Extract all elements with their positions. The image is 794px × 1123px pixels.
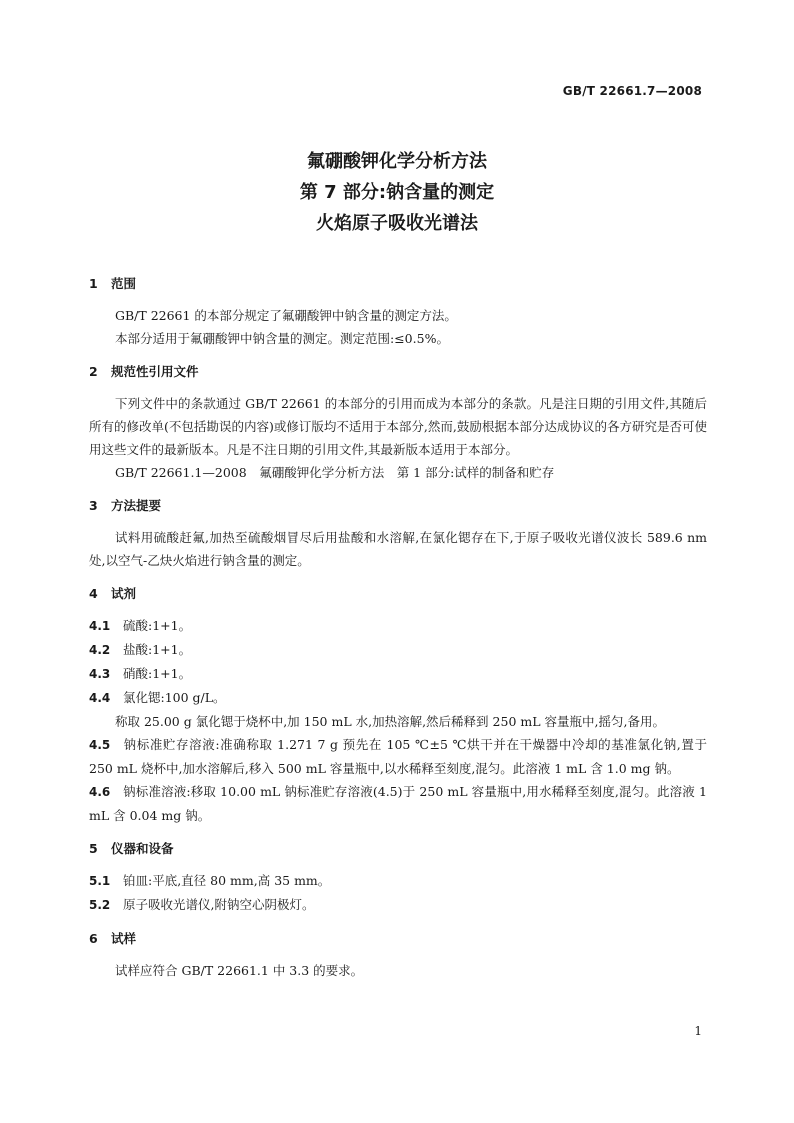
list-item: 4.2 盐酸:1+1。 xyxy=(89,642,192,657)
standard-code: GB/T 22661.7—2008 xyxy=(562,84,702,98)
list-item: 4.3 硝酸:1+1。 xyxy=(89,666,192,681)
paragraph: 下列文件中的条款通过 GB/T 22661 的本部分的引用而成为本部分的条款。凡是注日期的引用文件,其随后所有的修改单(不包括勘误的内容)或修订版均不适用于本部分,然而,鼓励根据本部分达成协议的各方研究是否可使用这些文件的最新版本。凡是不注日期的引用文件,其最新版本适用于本部分。 xyxy=(89,396,707,457)
list-item: 4.1 硫酸:1+1。 xyxy=(89,618,192,633)
section-heading-2: 2 规范性引用文件 xyxy=(89,364,199,379)
paragraph: 试样应符合 GB/T 22661.1 中 3.3 的要求。 xyxy=(115,963,364,978)
section-heading-1: 1 范围 xyxy=(89,276,137,291)
list-item: 4.6 钠标准溶液:移取 10.00 mL 钠标准贮存溶液(4.5)于 250 mL 容量瓶中,用水稀释至刻度,混匀。此溶液 1 mL 含 0.04 mg 钠。 xyxy=(89,784,707,823)
title-line-1: 氟硼酸钾化学分析方法 xyxy=(307,151,487,172)
list-item: 4.4 氯化锶:100 g/L。 xyxy=(89,690,226,705)
section-heading-4: 4 试剂 xyxy=(89,586,137,601)
section-heading-5: 5 仪器和设备 xyxy=(89,841,174,856)
paragraph: GB/T 22661 的本部分规定了氟硼酸钾中钠含量的测定方法。 xyxy=(115,308,457,323)
reference-entry: GB/T 22661.1—2008 氟硼酸钾化学分析方法 第 1 部分:试样的制备和贮存 xyxy=(115,465,555,480)
page-number: 1 xyxy=(694,1024,702,1038)
title-line-3: 火焰原子吸收光谱法 xyxy=(316,213,478,234)
document-title xyxy=(0,146,794,239)
document-body xyxy=(89,274,707,982)
section-heading-6: 6 试样 xyxy=(89,931,137,946)
list-item: 4.5 钠标准贮存溶液:准确称取 1.271 7 g 预先在 105 ℃±5 ℃烘干并在干燥器中冷却的基准氯化钠,置于 250 mL 烧杯中,加水溶解后,移入 500 mL 容量瓶中,以水稀释至刻度,混匀。此溶液 1 mL 含 1.0 mg 钠。 xyxy=(89,737,707,776)
title-line-2: 第 7 部分:钠含量的测定 xyxy=(299,182,495,203)
list-item: 5.2 原子吸收光谱仪,附钠空心阴极灯。 xyxy=(89,897,315,912)
paragraph: 本部分适用于氟硼酸钾中钠含量的测定。测定范围:≤0.5%。 xyxy=(115,331,449,346)
paragraph: 试料用硫酸赶氟,加热至硫酸烟冒尽后用盐酸和水溶解,在氯化锶存在下,于原子吸收光谱仪波长 589.6 nm 处,以空气-乙炔火焰进行钠含量的测定。 xyxy=(89,530,707,568)
paragraph: 称取 25.00 g 氯化锶于烧杯中,加 150 mL 水,加热溶解,然后稀释到 250 mL 容量瓶中,摇匀,备用。 xyxy=(115,714,665,729)
section-heading-3: 3 方法提要 xyxy=(89,498,162,513)
list-item: 5.1 铂皿:平底,直径 80 mm,高 35 mm。 xyxy=(89,873,331,888)
